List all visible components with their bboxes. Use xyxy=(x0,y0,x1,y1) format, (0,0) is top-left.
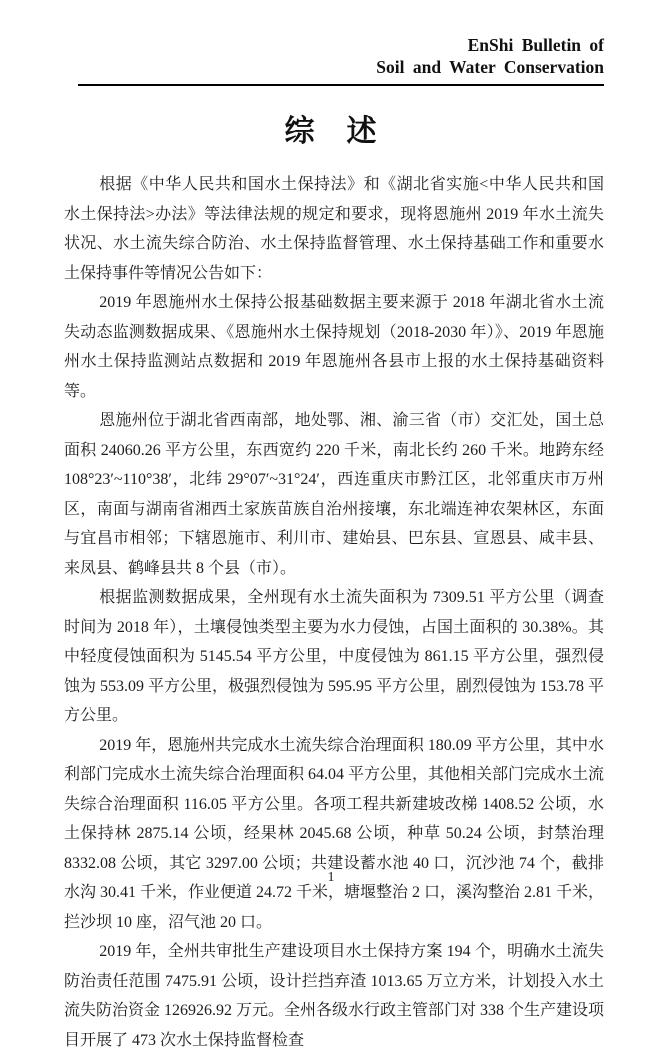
page-title: 综 述 xyxy=(284,115,378,148)
paragraph-geography: 恩施州位于湖北省西南部，地处鄂、湘、渝三省（市）交汇处，国土总面积 24060.26 平方公里，东西宽约 220 千米，南北长约 260 千米。地跨东经 108°23′~110°38′，北纬 29°07′~31°24′，西连重庆市黔江区，北邻重庆市万州区，南面与湖南省湘西土家族苗族自治州接壤，东北端连神农架林区，东面与宜昌市相邻；下辖恩施市、利川市、建始县、巴东县、宣恩县、咸丰县、来凤县、鹤峰县共 8 个县（市）。 xyxy=(64,412,604,577)
paragraph-treatment-achievements: 2019 年，恩施州共完成水土流失综合治理面积 180.09 平方公里，其中水利部门完成水土流失综合治理面积 64.04 平方公里，其他相关部门完成水土流失综合治理面积 116.05 平方公里。各项工程共新建坡改梯 1408.52 公顷，水土保持林 2875.14 公顷，经果林 2045.68 公顷，种草 50.24 公顷，封禁治理 8332.08 公顷，其它 3297.00 公顷；共建设蓄水池 40 口，沉沙池 74 个，截排水沟 30.41 千米，作业便道 24.72 千米，塘堰整治 2 口，溪沟整治 2.81 千米，拦沙坝 10 座，沼气池 20 口。 xyxy=(64,736,605,931)
header-line-2: Soil and Water Conservation xyxy=(376,57,604,77)
document-body xyxy=(64,170,604,1055)
paragraph-erosion-status: 根据监测数据成果，全州现有水土流失面积为 7309.51 平方公里（调查时间为 2018 年），土壤侵蚀类型主要为水力侵蚀，占国土面积的 30.38%。其中轻度侵蚀面积为 5145.54 平方公里，中度侵蚀为 861.15 平方公里，强烈侵蚀为 553.09 平方公里，极强烈侵蚀为 595.95 平方公里，剧烈侵蚀为 153.78 平方公里。 xyxy=(64,589,605,724)
page-number: 1 xyxy=(327,870,335,885)
paragraph-legal-basis: 根据《中华人民共和国水土保持法》和《湖北省实施<中华人民共和国水土保持法>办法》等法律法规的规定和要求，现将恩施州 2019 年水土流失状况、水土流失综合防治、水土保持监督管理、水土保持基础工作和重要水土保持事件等情况公告如下： xyxy=(64,176,604,282)
paragraph-supervision: 2019 年，全州共审批生产建设项目水土保持方案 194 个，明确水土流失防治责任范围 7475.91 公顷，设计拦挡弃渣 1013.65 万立方米，计划投入水土流失防治资金 126926.92 万元。全州各级水行政主管部门对 338 个生产建设项目开展了 473 次水土保持监督检查 xyxy=(64,943,605,1049)
bulletin-header xyxy=(0,0,662,78)
header-line-1: EnShi Bulletin of xyxy=(467,35,604,55)
header-rule xyxy=(78,84,604,86)
paragraph-data-sources: 2019 年恩施州水土保持公报基础数据主要来源于 2018 年湖北省水土流失动态监测数据成果、《恩施州水土保持规划（2018-2030 年）》、2019 年恩施州水土保持监测站点数据和 2019 年恩施州各县市上报的水土保持基础资料等。 xyxy=(64,294,604,400)
